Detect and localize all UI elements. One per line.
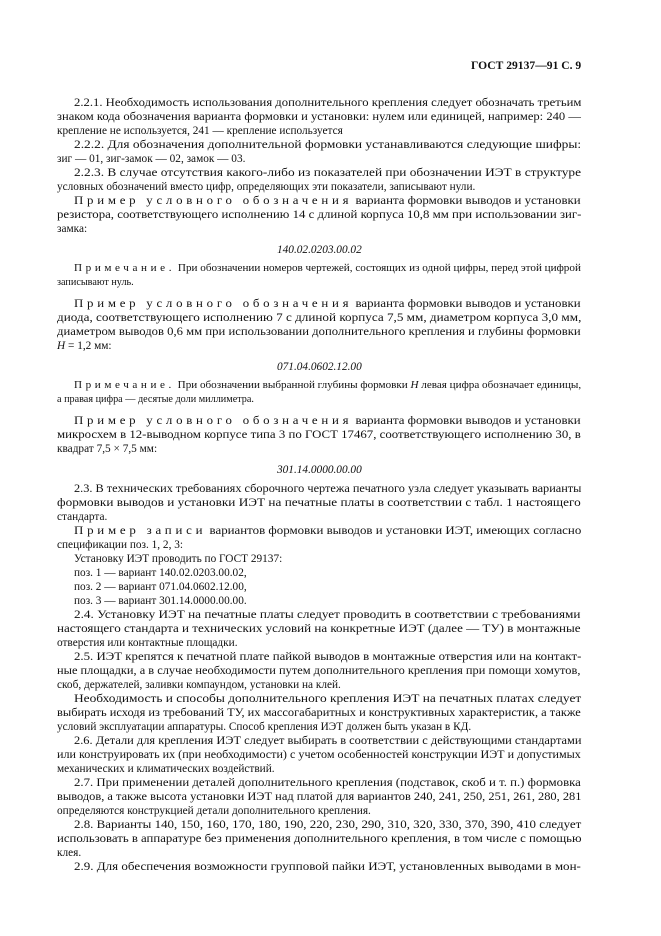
- note-line: [74, 262, 581, 276]
- text-line: [57, 496, 581, 510]
- text-span: 2.7. При применении деталей дополнительного крепления (подставок, скоб и т. п.) формовка: [74, 777, 581, 789]
- text-line: [74, 594, 247, 608]
- note-line: [57, 276, 134, 290]
- text-span: механических и климатических воздействий.: [57, 763, 275, 775]
- text-span: варианта формовки выводов и установки: [352, 298, 581, 310]
- text-span: клея.: [57, 847, 82, 859]
- text-span: знаком кода обозначения варианта формовки и установки: нулем или единицей, например: 240 —: [57, 111, 581, 123]
- spaced-term: Примечание.: [74, 380, 175, 391]
- text-span: 2.8. Варианты 140, 150, 160, 170, 180, 190, 220, 230, 290, 310, 320, 330, 370, 390, 410 следует: [74, 819, 582, 831]
- text-span: поз. 1 — вариант 140.02.0203.00.02,: [74, 567, 247, 579]
- text-span: 2.6. Детали для крепления ИЭТ следует выбирать в соответствии с действующими стандартами: [74, 735, 582, 747]
- text-span: 2.9. Для обеспечения возможности групповой пайки ИЭТ, установленных выводами в мон-: [74, 861, 581, 873]
- designation-example: [277, 360, 362, 374]
- text-line: [74, 734, 582, 748]
- text-line: [57, 180, 475, 194]
- text-span: 2.5. ИЭТ крепятся к печатной плате пайкой выводов в монтажные отверстия или на контакт-: [74, 651, 582, 663]
- text-line: [74, 524, 581, 538]
- spaced-term: Пример условного обозначения: [74, 195, 353, 207]
- text-span: диода, соответствующего исполнению 7 с длиной корпуса 7,5 мм, диаметром корпуса 3,0 мм,: [57, 312, 582, 324]
- text-span: 2.2.1. Необходимость использования дополнительного крепления следует обозначать третьим: [74, 97, 582, 109]
- text-span: крепление не используется, 241 — крепление используется: [57, 125, 343, 137]
- text-line: [74, 552, 282, 566]
- text-line: [57, 222, 87, 236]
- text-line: [74, 194, 581, 208]
- text-span: или конструировать их (при необходимости) с учетом особенностей конструкции ИЭТ и допустимых: [57, 749, 581, 761]
- text-line: [74, 692, 581, 706]
- text-line: [57, 664, 580, 678]
- text-span: варианта формовки выводов и установки: [352, 415, 581, 427]
- text-span: стандарта.: [57, 511, 108, 523]
- note-line: [57, 393, 254, 407]
- text-line: [57, 706, 581, 720]
- text-span: При обозначении номеров чертежей, состоящих из одной цифры, перед этой цифрой: [175, 263, 581, 274]
- text-line: [57, 790, 581, 804]
- text-line: [74, 297, 581, 311]
- text-span: а правая цифра — десятые доли миллиметра.: [57, 394, 254, 405]
- text-line: [57, 622, 581, 636]
- text-span: Необходимость и способы дополнительного крепления ИЭТ на печатных платах следует: [74, 693, 582, 705]
- text-span: При обозначении выбранной глубины формовки: [174, 380, 411, 391]
- text-span: вариантов формовки выводов и установки ИЭТ, имеющих согласно: [206, 525, 582, 537]
- text-span: настоящего стандарта и технических условий на конкретные ИЭТ (далее — ТУ) в монтажные: [57, 623, 581, 635]
- text-span: выводов, а также высота установки ИЭТ над платой для вариантов 240, 241, 250, 251, 261, 280, 281: [57, 791, 582, 803]
- text-line: [57, 538, 183, 552]
- spaced-term: Примечание.: [74, 263, 176, 274]
- text-span: 2.3. В технических требованиях сборочного чертежа печатного узла следует указывать варианты: [74, 483, 582, 495]
- text-span: условных обозначений вместо цифр, определяющих эти показатели, записывают нули.: [57, 181, 476, 193]
- text-line: [57, 442, 157, 456]
- text-line: [57, 804, 371, 818]
- text-span: поз. 3 — вариант 301.14.0000.00.00.: [74, 595, 247, 607]
- text-line: [74, 650, 581, 664]
- text-span: диаметром выводов 0,6 мм при использовании дополнительного крепления и глубины формовки: [57, 326, 581, 338]
- text-span: замка:: [57, 223, 88, 235]
- text-span: 140.02.0203.00.02: [277, 244, 362, 256]
- text-span: 2.2.2. Для обозначения дополнительной формовки устанавливаются следующие шифры:: [74, 139, 582, 151]
- text-span: выбирать исходя из требований ТУ, их массогабаритных и конструктивных характеристик, а также: [57, 707, 581, 719]
- text-line: [74, 608, 580, 622]
- text-line: [57, 339, 112, 353]
- text-line: [74, 776, 581, 790]
- designation-example: [277, 243, 362, 257]
- text-span: квадрат 7,5 × 7,5 мм:: [57, 443, 158, 455]
- page-header: ГОСТ 29137—91 С. 9: [471, 58, 582, 72]
- text-line: [74, 166, 581, 180]
- text-line: [57, 325, 581, 339]
- spaced-term: Пример условного обозначения: [74, 415, 353, 427]
- text-span: поз. 2 — вариант 071.04.0602.12.00,: [74, 581, 247, 593]
- designation-example: [277, 463, 362, 477]
- text-line: [57, 110, 581, 124]
- text-line: [74, 566, 247, 580]
- italic-variable: H: [57, 340, 66, 352]
- text-line: [57, 720, 471, 734]
- text-line: [74, 860, 581, 874]
- text-span: ные площадки, а в случае необходимости путем дополнительного крепления при помощи хомутов,: [57, 665, 581, 677]
- text-span: резистора, соответствующего исполнению 14 с длиной корпуса 10,8 мм при использовании зиг-: [57, 209, 582, 221]
- text-span: скоб, держателей, заливки компаундом, установки на клей.: [57, 679, 341, 691]
- text-line: [57, 510, 107, 524]
- text-span: отверстия или контактные площадки.: [57, 637, 238, 649]
- text-span: использовать в аппаратуре без применения дополнительного крепления, в том числе с помощью: [57, 833, 582, 845]
- text-span: условий эксплуатации аппаратуры. Способ крепления ИЭТ должен быть указан в КД.: [57, 721, 472, 733]
- text-span: зиг — 01, зиг-замок — 02, замок — 03.: [57, 153, 246, 165]
- text-span: 2.4. Установку ИЭТ на печатные платы следует проводить в соответствии с требованиями: [74, 609, 581, 621]
- text-span: определяются конструкцией детали дополнительного крепления.: [57, 805, 371, 817]
- text-line: [74, 818, 581, 832]
- text-line: [57, 678, 341, 692]
- text-span: спецификации поз. 1, 2, 3:: [57, 539, 184, 551]
- text-line: [57, 748, 581, 762]
- text-line: [57, 832, 582, 846]
- text-span: левая цифра обозначает единицы,: [418, 380, 582, 391]
- text-line: [57, 636, 238, 650]
- spaced-term: Пример условного обозначения: [74, 298, 353, 310]
- text-span: Установку ИЭТ проводить по ГОСТ 29137:: [74, 553, 283, 565]
- text-line: [74, 138, 581, 152]
- text-line: [74, 580, 247, 594]
- text-line: [57, 428, 581, 442]
- text-line: [74, 96, 581, 110]
- text-span: формовки выводов и установки ИЭТ на печатные платы в соответствии с табл. 1 настоящего: [57, 497, 581, 509]
- spaced-term: Пример записи: [74, 525, 207, 537]
- text-span: записывают нуль.: [57, 277, 134, 288]
- text-span: = 1,2 мм:: [65, 340, 112, 352]
- text-span: микросхем в 12-выводном корпусе типа 3 по ГОСТ 17467, соответствующего исполнению 30, в: [57, 429, 581, 441]
- text-line: [57, 208, 581, 222]
- text-span: 071.04.0602.12.00: [277, 361, 362, 373]
- text-line: [57, 762, 275, 776]
- text-line: [57, 846, 81, 860]
- text-span: варианта формовки выводов и установки: [352, 195, 581, 207]
- text-line: [74, 414, 581, 428]
- text-line: [74, 482, 581, 496]
- text-line: [57, 311, 581, 325]
- text-line: [57, 124, 343, 138]
- note-line: [74, 379, 581, 393]
- text-span: 301.14.0000.00.00: [277, 464, 362, 476]
- text-line: [57, 152, 245, 166]
- italic-variable: H: [410, 380, 419, 391]
- text-span: 2.2.3. В случае отсутствия какого-либо из показателей при обозначении ИЭТ в структуре: [74, 167, 582, 179]
